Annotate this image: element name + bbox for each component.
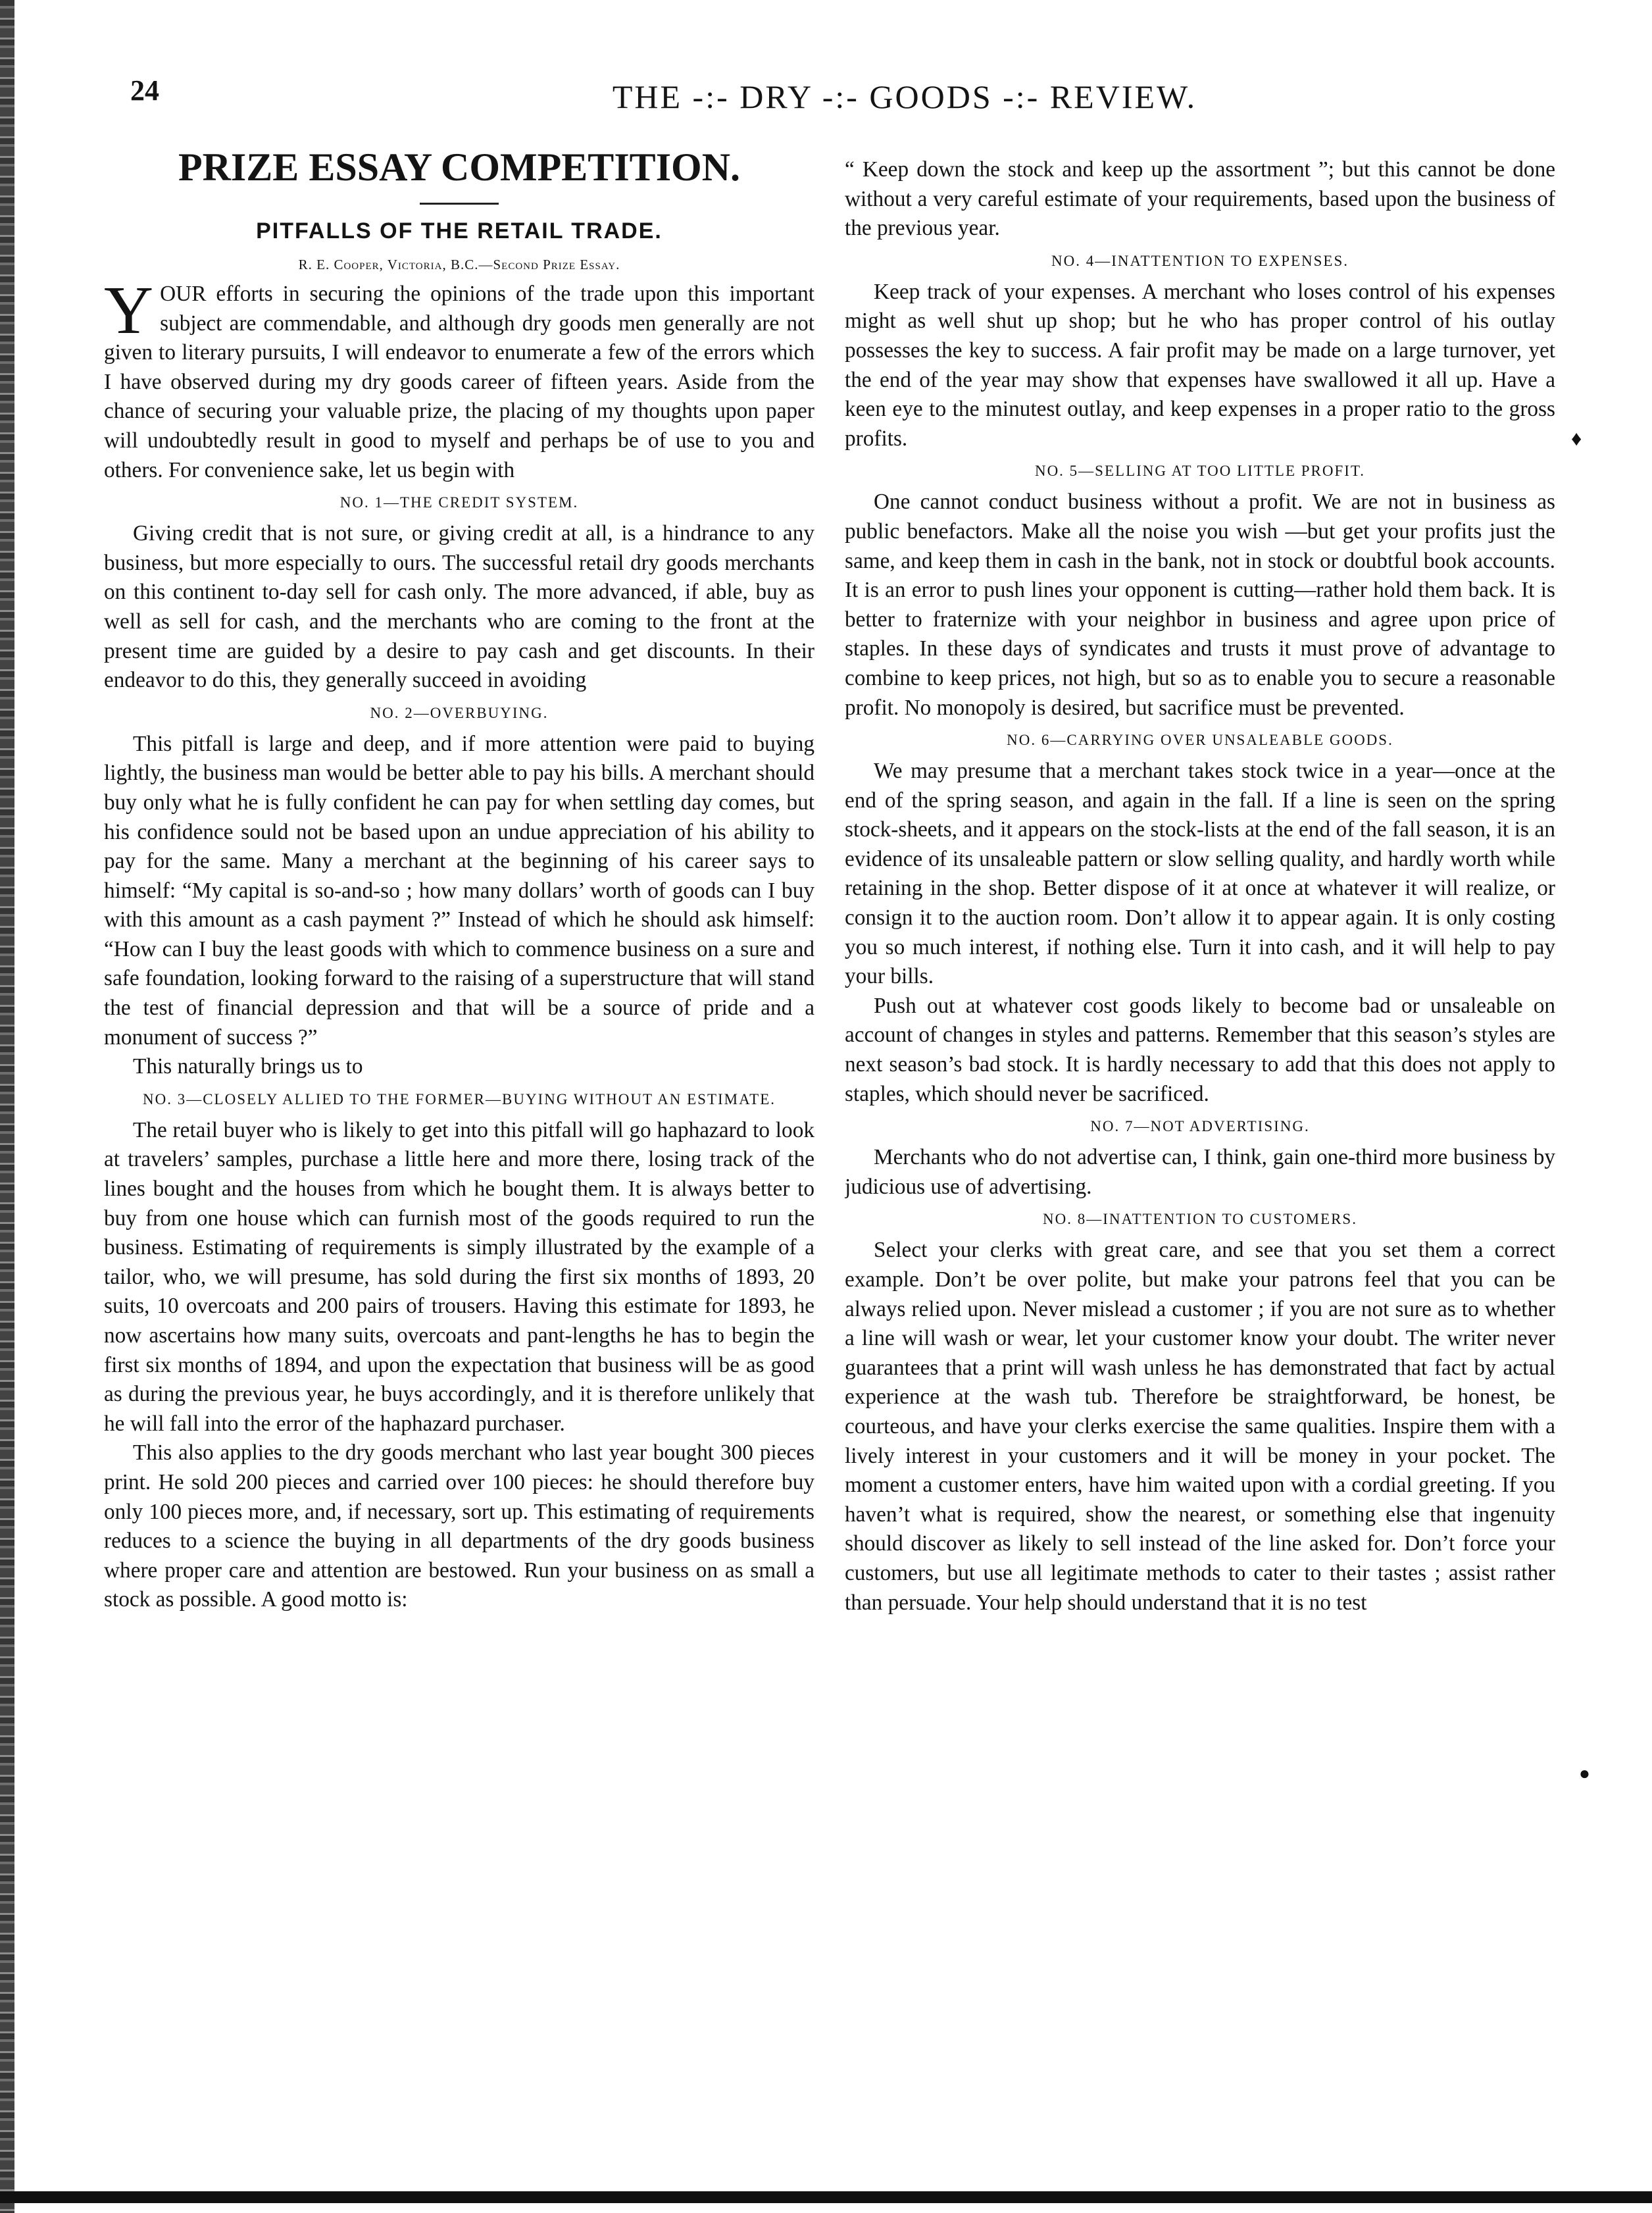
margin-ink-speck-icon: ● xyxy=(1579,1764,1590,1784)
section-1-paragraph-1: Giving credit that is not sure, or giving credit at all, is a hindrance to any business, but more especially to ours. The successful retail dry goods merchants on this continent to-day sell for cash only. The more advanced, if able, buy as well as sell for cash, and the merchants who are coming to the front at the present time are guided by a desire to pay cash and get discounts. In their endeavor to do this, they generally succeed in avoiding xyxy=(104,521,814,693)
section-4-paragraph-1: Keep track of your expenses. A merchant who loses control of his expenses might as well shut up shop; but he who has proper control of his outlay possesses the key to success. A fair profit may be made on a large turnover, yet the end of the year may show that expenses have swallowed it all up. Have a keen eye to the minutest outlay, and keep expenses in a proper ratio to the gross profits. xyxy=(845,279,1555,451)
section-heading-7: NO. 7—NOT ADVERTISING. xyxy=(1090,1118,1310,1135)
right-column xyxy=(845,155,1555,2169)
section-heading-6: NO. 6—CARRYING OVER UNSALEABLE GOODS. xyxy=(1007,732,1393,749)
section-6-paragraph-1: We may presume that a merchant takes stock twice in a year—once at the end of the spring season, and again in the fall. If a line is seen on the spring stock-sheets, and it appears on the stock-lists at the end of the fall season, it is an evidence of its unsaleable pattern or slow selling quality, and hardly worth while retaining in the shop. Better dispose of it at once at whatever it will realize, or consign it to the auction room. Don’t allow it to appear again. It is only costing you so much interest, if nothing else. Turn it into cash, and it will help to pay your bills. xyxy=(845,759,1555,989)
running-head: THE -:- DRY -:- GOODS -:- REVIEW. xyxy=(612,78,1197,115)
intro-text: OUR efforts in securing the opinions of the trade upon this important subject are commendable, and although dry goods men generally are not given to literary pursuits, I will endeavor to enumerate a few of the errors which I have observed during my dry goods career of fifteen years. Aside from the chance of securing your valuable prize, the placing of my thoughts upon paper will undoubtedly result in good to myself and perhaps be of use to you and others. For convenience sake, let us begin with xyxy=(104,282,814,482)
section-2-paragraph-2: This naturally brings us to xyxy=(133,1054,363,1079)
left-column xyxy=(104,145,814,2158)
essay-title: PRIZE ESSAY COMPETITION. xyxy=(178,145,741,189)
section-heading-3: NO. 3—CLOSELY ALLIED TO THE FORMER—BUYING WITHOUT AN ESTIMATE. xyxy=(142,1090,776,1107)
intro-paragraph xyxy=(104,272,814,485)
essay-subtitle: PITFALLS OF THE RETAIL TRADE. xyxy=(256,218,663,243)
section-heading-5: NO. 5—SELLING AT TOO LITTLE PROFIT. xyxy=(1034,463,1366,480)
byline: R. E. Cooper, Victoria, B.C.—Second Prize Essay. xyxy=(298,257,620,272)
section-heading-1: NO. 1—THE CREDIT SYSTEM. xyxy=(339,494,579,511)
page-number: 24 xyxy=(130,74,159,107)
section-6-paragraph-2: Push out at whatever cost goods likely to become bad or unsaleable on account of changes in styles and patterns. Remember that this season’s styles are next season’s bad stock. It is hardly necessary to add that this does not apply to staples, which should never be sacrificed. xyxy=(845,993,1555,1106)
bottom-scan-rule xyxy=(0,2191,1652,2203)
section-5-paragraph-1: One cannot conduct business without a profit. We are not in business as public benefactors. Make all the noise you wish —but get your profits just the same, and keep them in cash in the bank, not in stock or doubtful book accounts. It is an error to push lines your opponent is cutting—rather hold them back. It is better to fraternize with your neighbor in business and agree upon price of staples. In these days of syndicates and trusts it must prove of advantage to combine to keep prices, not high, but so as to enable you to secure a reasonable profit. No monopoly is desired, but sacrifice must be prevented. xyxy=(845,490,1555,720)
section-2-paragraph-1: This pitfall is large and deep, and if more attention were paid to buying lightly, the business man would be better able to pay his bills. A merchant should buy only what he is fully confident he can pay for when settling day comes, but his confidence sould not be based upon an undue appreciation of his ability to pay for the same. Many a merchant at the beginning of his career says to himself: “My capital is so-and-so ; how many dollars’ worth of goods can I buy with this amount as a cash payment ?” Instead of which he should ask himself: “How can I buy the least goods with which to commence business on a sure and safe foundation, looking forward to the raising of a superstructure that will stand the test of financial depression and that will be a source of pride and a monument of success ?” xyxy=(104,731,814,1050)
section-heading-8: NO. 8—INATTENTION TO CUSTOMERS. xyxy=(1043,1211,1357,1228)
section-8-paragraph-1: Select your clerks with great care, and see that you set them a correct example. Don’t be over polite, but make your patrons feel that you can be always relied upon. Never mislead a customer ; if you are not sure as to whether a line will wash or wear, let your customer know your doubt. The writer never guarantees that a print will wash unless he has demonstrated that fact by actual experience at the wash tub. Therefore be straightforward, be honest, be courteous, and have your clerks exercise the same qualities. Inspire them with a lively interest in your customers and it will be money in your pocket. The moment a customer enters, have him waited upon with a cordial greeting. If you haven’t what is required, show the nearest, or something else that ingenuity should discover as likely to sell instead of the line asked for. Don’t force your customers, but use all legitimate methods to cater to their tastes ; assist rather than persuade. Your help should understand that it is no test xyxy=(845,1238,1555,1615)
section-3-paragraph-2: This also applies to the dry goods merchant who last year bought 300 pieces print. He sold 200 pieces and carried over 100 pieces: he should therefore buy only 100 pieces more, and, if necessary, sort up. This estimating of requirements reduces to a science the buying in all departments of the dry goods business where proper care and attention are bestowed. Run your business on as small a stock as possible. A good motto is: xyxy=(104,1440,814,1612)
scan-edge-binding xyxy=(0,0,14,2213)
title-rule xyxy=(420,203,499,205)
continuation-paragraph: “ Keep down the stock and keep up the assortment ”; but this cannot be done without a very careful estimate of your requirements, based upon the business of the previous year. xyxy=(845,157,1555,241)
margin-ink-mark-icon: ♦ xyxy=(1571,426,1582,450)
section-7-paragraph-1: Merchants who do not advertise can, I think, gain one-third more business by judicious use of advertising. xyxy=(845,1145,1555,1199)
section-3-paragraph-1: The retail buyer who is likely to get into this pitfall will go haphazard to look at travelers’ samples, purchase a little here and more there, losing track of the lines bought and the houses from which he bought them. It is always better to buy from one house which can furnish most of the goods required to run the business. Estimating of requirements is simply illustrated by the example of a tailor, who, we will presume, has sold during the first six months of 1893, 20 suits, 10 overcoats and 200 pairs of trousers. Having this estimate for 1893, he now ascertains how many suits, overcoats and pant-lengths he has to begin the first six months of 1894, and upon the expectation that business will be as good as during the previous year, he buys accordingly, and it is therefore unlikely that he will fall into the error of the haphazard purchaser. xyxy=(104,1117,814,1436)
section-heading-4: NO. 4—INATTENTION TO EXPENSES. xyxy=(1051,252,1349,269)
section-heading-2: NO. 2—OVERBUYING. xyxy=(370,704,549,721)
drop-cap: Y xyxy=(104,272,154,348)
